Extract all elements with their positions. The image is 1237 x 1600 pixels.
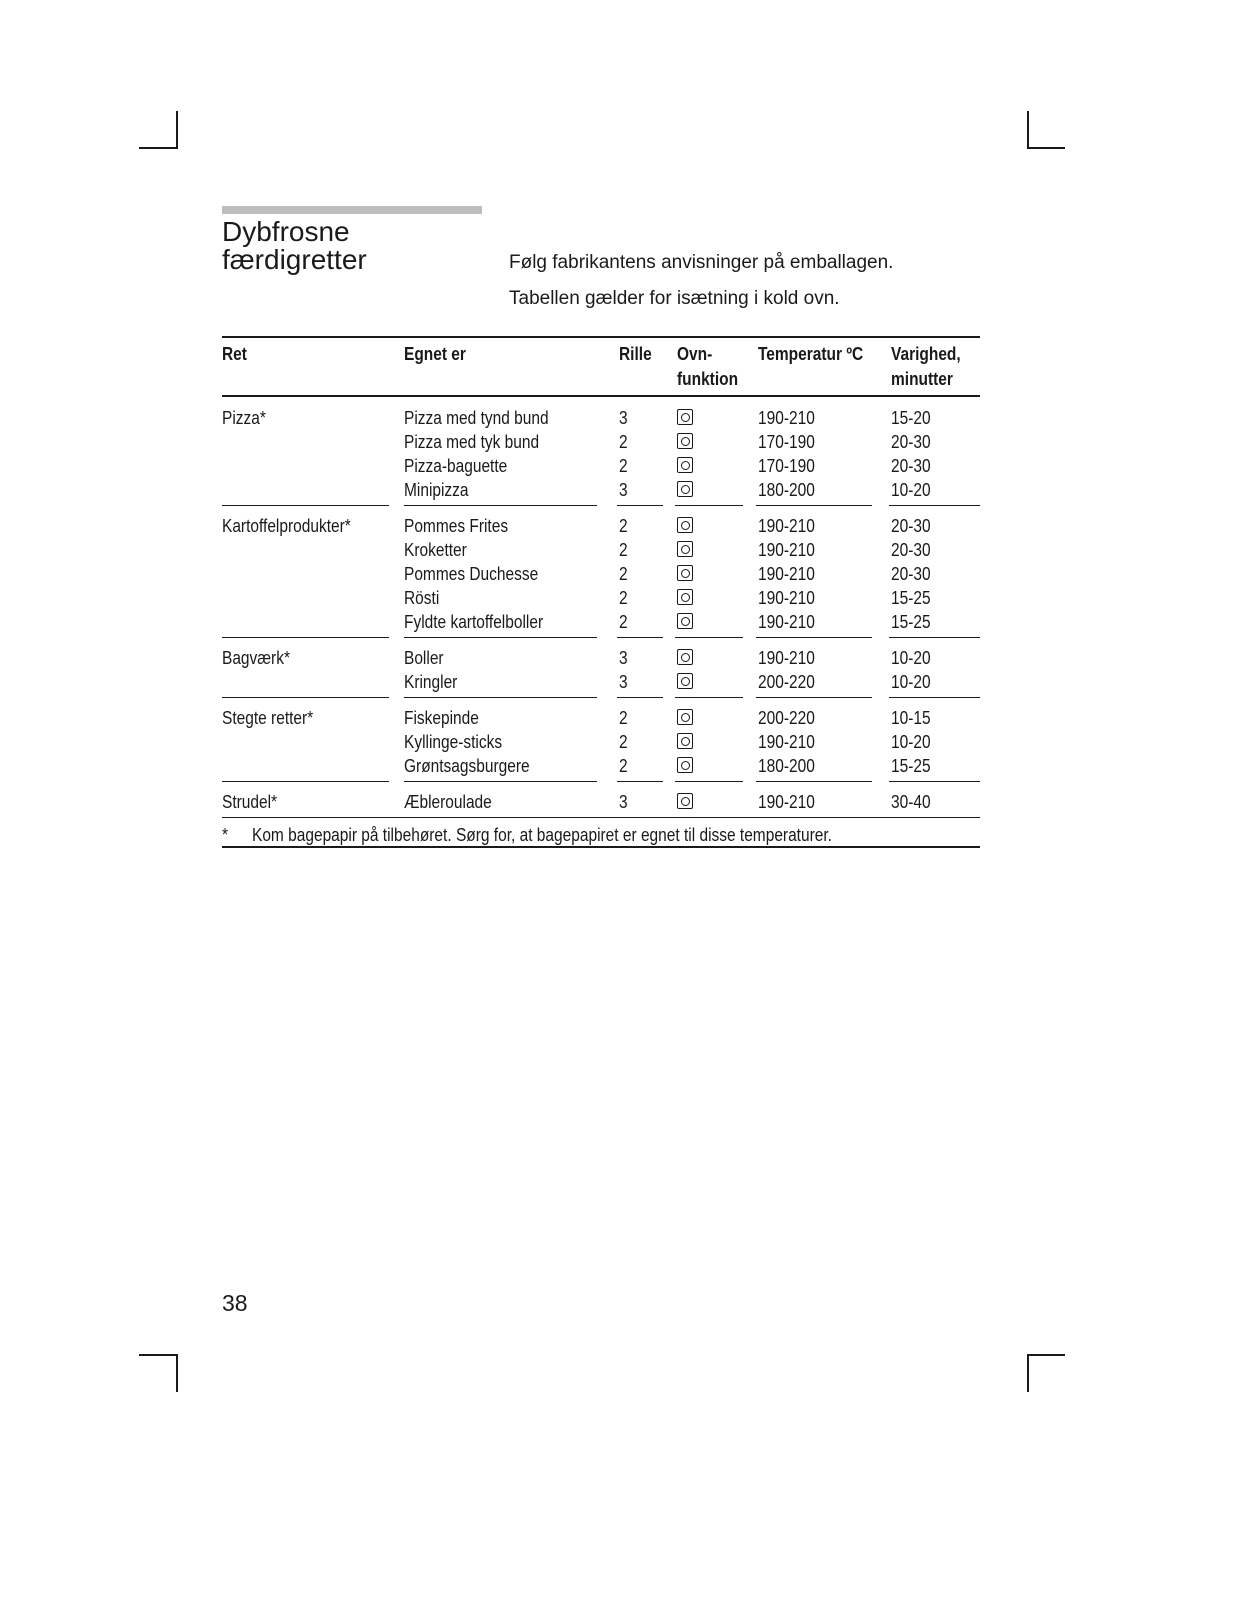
cell-tid: 15-20	[891, 408, 931, 428]
cell-egnet: Minipizza	[404, 480, 469, 500]
intro-text: Følg fabrikantens anvisninger på emballagen.	[509, 252, 894, 273]
cell-rille: 3	[619, 480, 628, 500]
cell-ret: Strudel*	[222, 792, 278, 812]
crop-mark	[176, 111, 178, 149]
cell-temp: 180-200	[758, 480, 815, 500]
cell-egnet: Fyldte kartoffelboller	[404, 612, 544, 632]
cell-rille: 2	[619, 564, 628, 584]
table-row	[222, 562, 980, 586]
oven-fan-icon	[677, 757, 693, 773]
cell-rille: 2	[619, 588, 628, 608]
cell-tid: 20-30	[891, 540, 931, 560]
table-row	[222, 406, 980, 430]
oven-fan-icon	[677, 541, 693, 557]
table-row	[222, 454, 980, 478]
oven-fan-icon	[677, 589, 693, 605]
table-group	[222, 782, 980, 818]
crop-mark	[139, 1354, 178, 1356]
oven-fan-icon	[677, 481, 693, 497]
cell-egnet: Kyllinge-sticks	[404, 732, 503, 752]
cell-temp: 200-220	[758, 672, 815, 692]
cell-rille: 2	[619, 708, 628, 728]
cell-rille: 3	[619, 648, 628, 668]
cell-tid: 20-30	[891, 564, 931, 584]
crop-mark	[176, 1354, 178, 1392]
header-ret: Ret	[222, 344, 247, 364]
oven-fan-icon	[677, 433, 693, 449]
cell-tid: 10-15	[891, 708, 931, 728]
table-row	[222, 646, 980, 670]
oven-fan-icon	[677, 673, 693, 689]
table-group	[222, 698, 980, 782]
header-ovn	[677, 342, 738, 392]
oven-fan-icon	[677, 613, 693, 629]
cell-temp: 190-210	[758, 564, 815, 584]
header-rille: Rille	[619, 344, 652, 364]
crop-mark	[139, 147, 178, 149]
cell-rille: 3	[619, 408, 628, 428]
cell-temp: 190-210	[758, 516, 815, 536]
cell-rille: 2	[619, 456, 628, 476]
table-header	[222, 336, 980, 396]
table-bottom-rule	[222, 846, 980, 848]
table-row	[222, 730, 980, 754]
cell-rille: 2	[619, 516, 628, 536]
table-group	[222, 638, 980, 698]
cell-egnet: Æbleroulade	[404, 792, 492, 812]
table-group	[222, 398, 980, 506]
header-tid-line: Varighed,	[891, 344, 961, 364]
cell-tid: 15-25	[891, 612, 931, 632]
cell-egnet: Boller	[404, 648, 444, 668]
cell-egnet: Grøntsagsburgere	[404, 756, 530, 776]
table-row	[222, 790, 980, 814]
cell-tid: 20-30	[891, 456, 931, 476]
table-row	[222, 754, 980, 778]
table-header-rule	[222, 395, 980, 397]
oven-fan-icon	[677, 457, 693, 473]
cell-egnet: Pommes Duchesse	[404, 564, 539, 584]
cell-tid: 15-25	[891, 756, 931, 776]
oven-fan-icon	[677, 733, 693, 749]
cell-temp: 190-210	[758, 612, 815, 632]
cell-temp: 190-210	[758, 408, 815, 428]
oven-fan-icon	[677, 709, 693, 725]
cell-ret: Bagværk*	[222, 648, 290, 668]
cell-ret: Stegte retter*	[222, 708, 314, 728]
table-row	[222, 514, 980, 538]
cell-temp: 190-210	[758, 792, 815, 812]
oven-fan-icon	[677, 565, 693, 581]
footnote-mark: *	[222, 825, 229, 845]
cell-tid: 30-40	[891, 792, 931, 812]
table-row	[222, 586, 980, 610]
page-number: 38	[222, 1290, 248, 1316]
header-ovn-line: funktion	[677, 369, 739, 389]
table-group	[222, 506, 980, 638]
section-title-line: Dybfrosne	[222, 216, 350, 247]
section-title-line: færdigretter	[222, 244, 367, 275]
cell-rille: 3	[619, 792, 628, 812]
cell-egnet: Kringler	[404, 672, 458, 692]
cell-egnet: Pizza med tynd bund	[404, 408, 549, 428]
group-separator	[222, 817, 980, 818]
cell-rille: 2	[619, 432, 628, 452]
cell-tid: 10-20	[891, 480, 931, 500]
cell-temp: 170-190	[758, 432, 815, 452]
cell-ret: Kartoffelprodukter*	[222, 516, 351, 536]
cell-temp: 190-210	[758, 540, 815, 560]
cell-temp: 190-210	[758, 732, 815, 752]
table-row	[222, 430, 980, 454]
cell-rille: 2	[619, 612, 628, 632]
cell-egnet: Rösti	[404, 588, 440, 608]
cell-egnet: Pizza med tyk bund	[404, 432, 540, 452]
cell-temp: 190-210	[758, 648, 815, 668]
header-egnet: Egnet er	[404, 344, 466, 364]
cell-egnet: Kroketter	[404, 540, 467, 560]
oven-fan-icon	[677, 793, 693, 809]
header-temp: Temperatur ºC	[758, 344, 864, 364]
cell-rille: 2	[619, 732, 628, 752]
heading-bar	[222, 206, 482, 214]
cell-ret: Pizza*	[222, 408, 266, 428]
cell-rille: 2	[619, 540, 628, 560]
cell-egnet: Fiskepinde	[404, 708, 479, 728]
header-tid-line: minutter	[891, 369, 953, 389]
cell-temp: 180-200	[758, 756, 815, 776]
crop-mark	[1027, 147, 1065, 149]
crop-mark	[1027, 111, 1029, 149]
section-title	[222, 218, 472, 274]
cell-tid: 15-25	[891, 588, 931, 608]
cell-tid: 10-20	[891, 672, 931, 692]
cell-temp: 200-220	[758, 708, 815, 728]
cell-egnet: Pommes Frites	[404, 516, 509, 536]
crop-mark	[1027, 1354, 1029, 1392]
table-row	[222, 610, 980, 634]
cell-egnet: Pizza-baguette	[404, 456, 508, 476]
cell-tid: 10-20	[891, 648, 931, 668]
table-row	[222, 538, 980, 562]
footnote-text: Kom bagepapir på tilbehøret. Sørg for, at bagepapiret er egnet til disse temperaturer.	[252, 825, 832, 845]
cell-temp: 170-190	[758, 456, 815, 476]
table-row	[222, 670, 980, 694]
cell-tid: 20-30	[891, 516, 931, 536]
cell-rille: 3	[619, 672, 628, 692]
header-ovn-line: Ovn-	[677, 344, 713, 364]
oven-fan-icon	[677, 649, 693, 665]
table-row	[222, 478, 980, 502]
oven-fan-icon	[677, 409, 693, 425]
intro-text: Tabellen gælder for isætning i kold ovn.	[509, 288, 840, 309]
cell-rille: 2	[619, 756, 628, 776]
cell-tid: 20-30	[891, 432, 931, 452]
cell-temp: 190-210	[758, 588, 815, 608]
crop-mark	[1027, 1354, 1065, 1356]
oven-fan-icon	[677, 517, 693, 533]
cell-tid: 10-20	[891, 732, 931, 752]
header-tid	[891, 342, 961, 392]
table-row	[222, 706, 980, 730]
